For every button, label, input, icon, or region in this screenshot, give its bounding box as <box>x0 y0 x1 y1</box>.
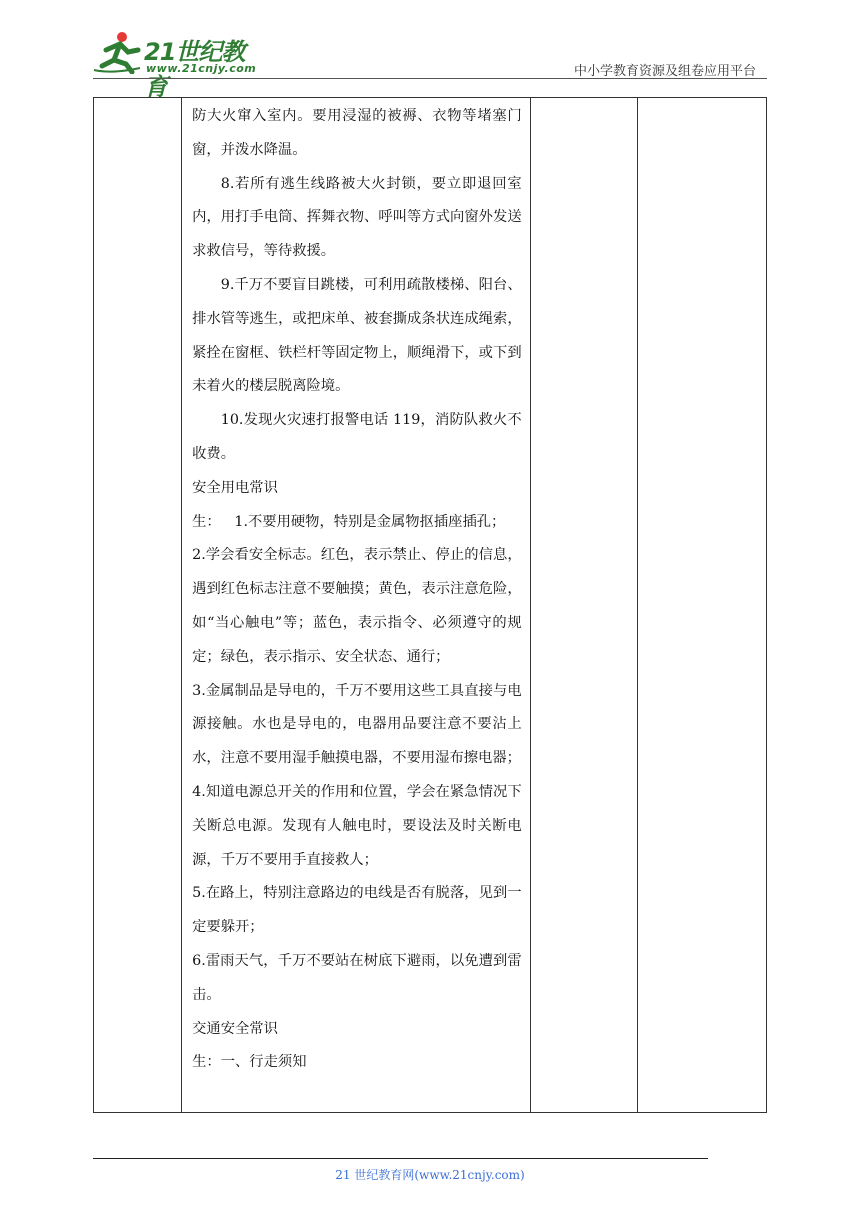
section-heading-electric: 安全用电常识 <box>192 479 278 496</box>
section-heading-traffic: 交通安全常识 <box>192 1020 278 1037</box>
logo-url: www.21cnjy.com <box>146 62 257 75</box>
footer-divider <box>93 1158 708 1159</box>
table-cell-content <box>182 98 531 1113</box>
lesson-table <box>93 97 767 1113</box>
paragraph-11: 生：一、行走须知 <box>192 1054 307 1071</box>
logo <box>92 30 262 101</box>
table-row <box>94 98 767 1113</box>
paragraph-9: 5.在路上，特别注意路边的电线是否有脱落，见到一定要躲开； <box>192 885 522 936</box>
logo-text: 21世纪教育 <box>144 38 245 101</box>
table-cell-notes <box>637 98 766 1113</box>
lesson-content <box>182 98 530 1080</box>
paragraph-5: 生： 1.不要用硬物，特别是金属物抠插座插孔； <box>192 513 506 530</box>
paragraph-1: 防大火窜入室内。要用浸湿的被褥、衣物等堵塞门窗，并泼水降温。 <box>192 108 522 158</box>
paragraph-6: 2.学会看安全标志。红色，表示禁止、停止的信息，遇到红色标志注意不要触摸；黄色，表示注意危险，如“当心触电”等；蓝色，表示指令、必须遵守的规定；绿色，表示指示、安全状态、通行； <box>192 547 522 665</box>
paragraph-2: 8.若所有逃生线路被大火封锁，要立即退回室内，用打手电筒、挥舞衣物、呼叫等方式向窗外发送求救信号，等待救援。 <box>192 175 522 260</box>
paragraph-3: 9.千万不要盲目跳楼，可利用疏散楼梯、阳台、排水管等逃生，或把床单、被套撕成条状连成绳索，紧拴在窗框、铁栏杆等固定物上，顺绳滑下，或下到未着火的楼层脱离险境。 <box>192 276 522 395</box>
page-header <box>0 0 860 101</box>
header-divider <box>93 78 767 79</box>
table-cell-stage <box>94 98 182 1113</box>
paragraph-10: 6.雷雨天气，千万不要站在树底下避雨，以免遭到雷击。 <box>192 952 522 1003</box>
paragraph-4: 10.发现火灾速打报警电话 119，消防队救火不收费。 <box>192 412 522 462</box>
footer-link[interactable]: 21 世纪教育网(www.21cnjy.com) <box>335 1168 525 1182</box>
runner-logo-icon <box>92 30 144 74</box>
paragraph-7: 3.金属制品是导电的，千万不要用这些工具直接与电源接触。水也是导电的，电器用品要注意不要沾上水，注意不要用湿手触摸电器，不要用湿布擦电器； <box>192 682 522 767</box>
paragraph-8: 4.知道电源总开关的作用和位置，学会在紧急情况下关断总电源。发现有人触电时，要设法及时关断电源，千万不要用手直接救人； <box>192 783 522 868</box>
table-cell-student <box>530 98 637 1113</box>
platform-title: 中小学教育资源及组卷应用平台 <box>573 64 756 79</box>
